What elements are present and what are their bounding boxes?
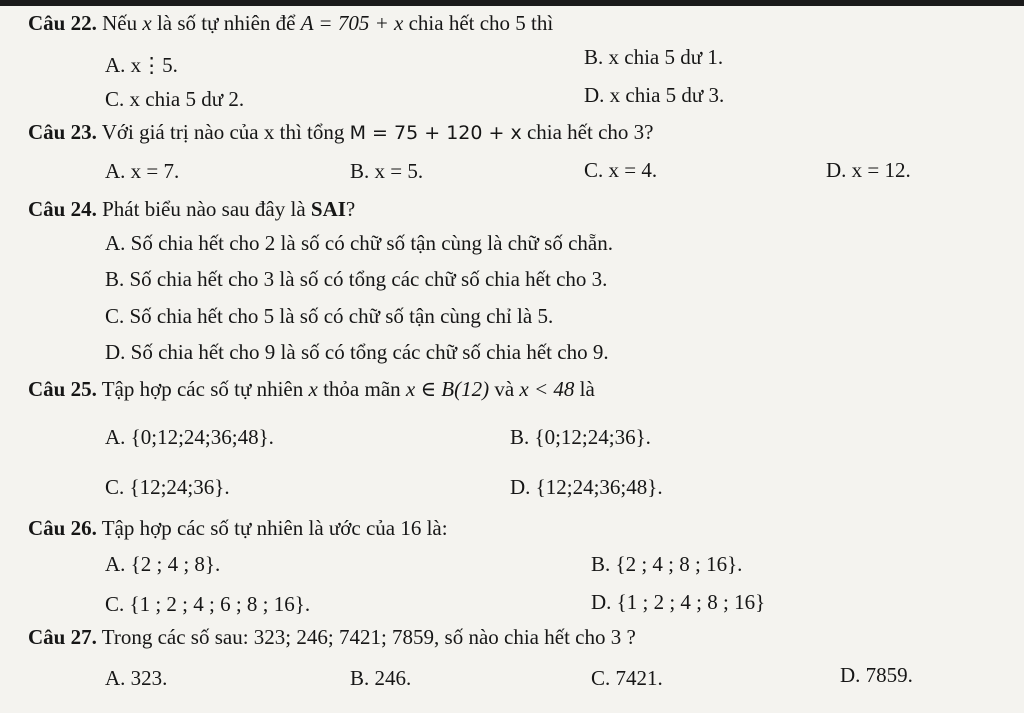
question-23-option-d: D. x = 12. xyxy=(826,158,911,182)
question-22-option-d: D. x chia 5 dư 3. xyxy=(584,83,725,107)
question-24-emphasis: SAI xyxy=(310,197,346,221)
question-22-expression: A = 705 + x xyxy=(300,11,404,35)
question-27-option-c: C. 7421. xyxy=(591,666,663,690)
question-22-stem xyxy=(28,10,553,36)
question-25-condition-2: x < 48 xyxy=(519,377,575,401)
question-27-label: Câu 27. xyxy=(28,625,97,649)
question-22-option-c: C. x chia 5 dư 2. xyxy=(105,87,245,111)
question-25-option-b: B. {0;12;24;36}. xyxy=(510,425,651,449)
question-22-text-after: chia hết cho 5 thì xyxy=(408,11,554,35)
question-24-text: Phát biểu nào sau đây là xyxy=(102,197,306,221)
question-22-label: Câu 22. xyxy=(28,11,97,35)
question-25-condition-1: x ∈ B(12) xyxy=(405,377,490,401)
question-24-label: Câu 24. xyxy=(28,197,97,221)
question-25-option-a: A. {0;12;24;36;48}. xyxy=(105,425,274,449)
question-24-option-d: D. Số chia hết cho 9 là số có tổng các chữ số chia hết cho 9. xyxy=(105,340,609,364)
question-25-stem xyxy=(28,376,595,402)
question-24-end: ? xyxy=(345,197,356,221)
question-23-label: Câu 23. xyxy=(28,120,97,144)
question-25-option-d: D. {12;24;36;48}. xyxy=(510,475,663,499)
question-22-text-before: Nếu xyxy=(102,11,138,35)
question-27-option-b: B. 246. xyxy=(350,666,412,690)
question-25-text-after: là xyxy=(579,377,595,401)
question-24-stem xyxy=(28,196,355,222)
question-26-option-c: C. {1 ; 2 ; 4 ; 6 ; 8 ; 16}. xyxy=(105,592,311,616)
question-23-option-c: C. x = 4. xyxy=(584,158,658,182)
question-27-stem xyxy=(28,624,636,650)
question-25-label: Câu 25. xyxy=(28,377,97,401)
question-23-text-after: chia hết cho 3? xyxy=(526,120,654,144)
question-27-option-a: A. 323. xyxy=(105,666,168,690)
question-25-text-and: và xyxy=(494,377,515,401)
question-26-option-a: A. {2 ; 4 ; 8}. xyxy=(105,552,221,576)
question-25-option-c: C. {12;24;36}. xyxy=(105,475,230,499)
question-23-text-before: Với giá trị nào của x thì tổng xyxy=(101,120,345,144)
question-25-variable: x xyxy=(308,377,318,401)
question-26-text: Tập hợp các số tự nhiên là ước của 16 là: xyxy=(101,516,448,540)
question-25-text-before: Tập hợp các số tự nhiên xyxy=(101,377,304,401)
question-22-variable: x xyxy=(142,11,152,35)
question-24-option-a: A. Số chia hết cho 2 là số có chữ số tận cùng là chữ số chẵn. xyxy=(105,231,613,255)
question-24-option-b: B. Số chia hết cho 3 là số có tổng các chữ số chia hết cho 3. xyxy=(105,267,608,291)
question-23-expression: M = 75 + 120 + x xyxy=(349,122,522,144)
question-26-option-b: B. {2 ; 4 ; 8 ; 16}. xyxy=(591,552,743,576)
question-26-option-d: D. {1 ; 2 ; 4 ; 8 ; 16} xyxy=(591,590,766,614)
question-22-text-mid: là số tự nhiên để xyxy=(156,11,296,35)
question-23-option-b: B. x = 5. xyxy=(350,159,424,183)
question-22-option-a: A. x⋮5. xyxy=(105,53,178,77)
question-27-text: Trong các số sau: 323; 246; 7421; 7859, số nào chia hết cho 3 ? xyxy=(101,625,636,649)
question-23-option-a: A. x = 7. xyxy=(105,159,180,183)
question-27-option-d: D. 7859. xyxy=(840,663,913,687)
question-23-stem xyxy=(28,119,653,146)
question-22-option-b: B. x chia 5 dư 1. xyxy=(584,45,724,69)
question-25-text-mid: thỏa mãn xyxy=(323,377,401,401)
question-24-option-c: C. Số chia hết cho 5 là số có chữ số tận cùng chỉ là 5. xyxy=(105,304,554,328)
question-26-stem xyxy=(28,515,448,541)
question-26-label: Câu 26. xyxy=(28,516,97,540)
